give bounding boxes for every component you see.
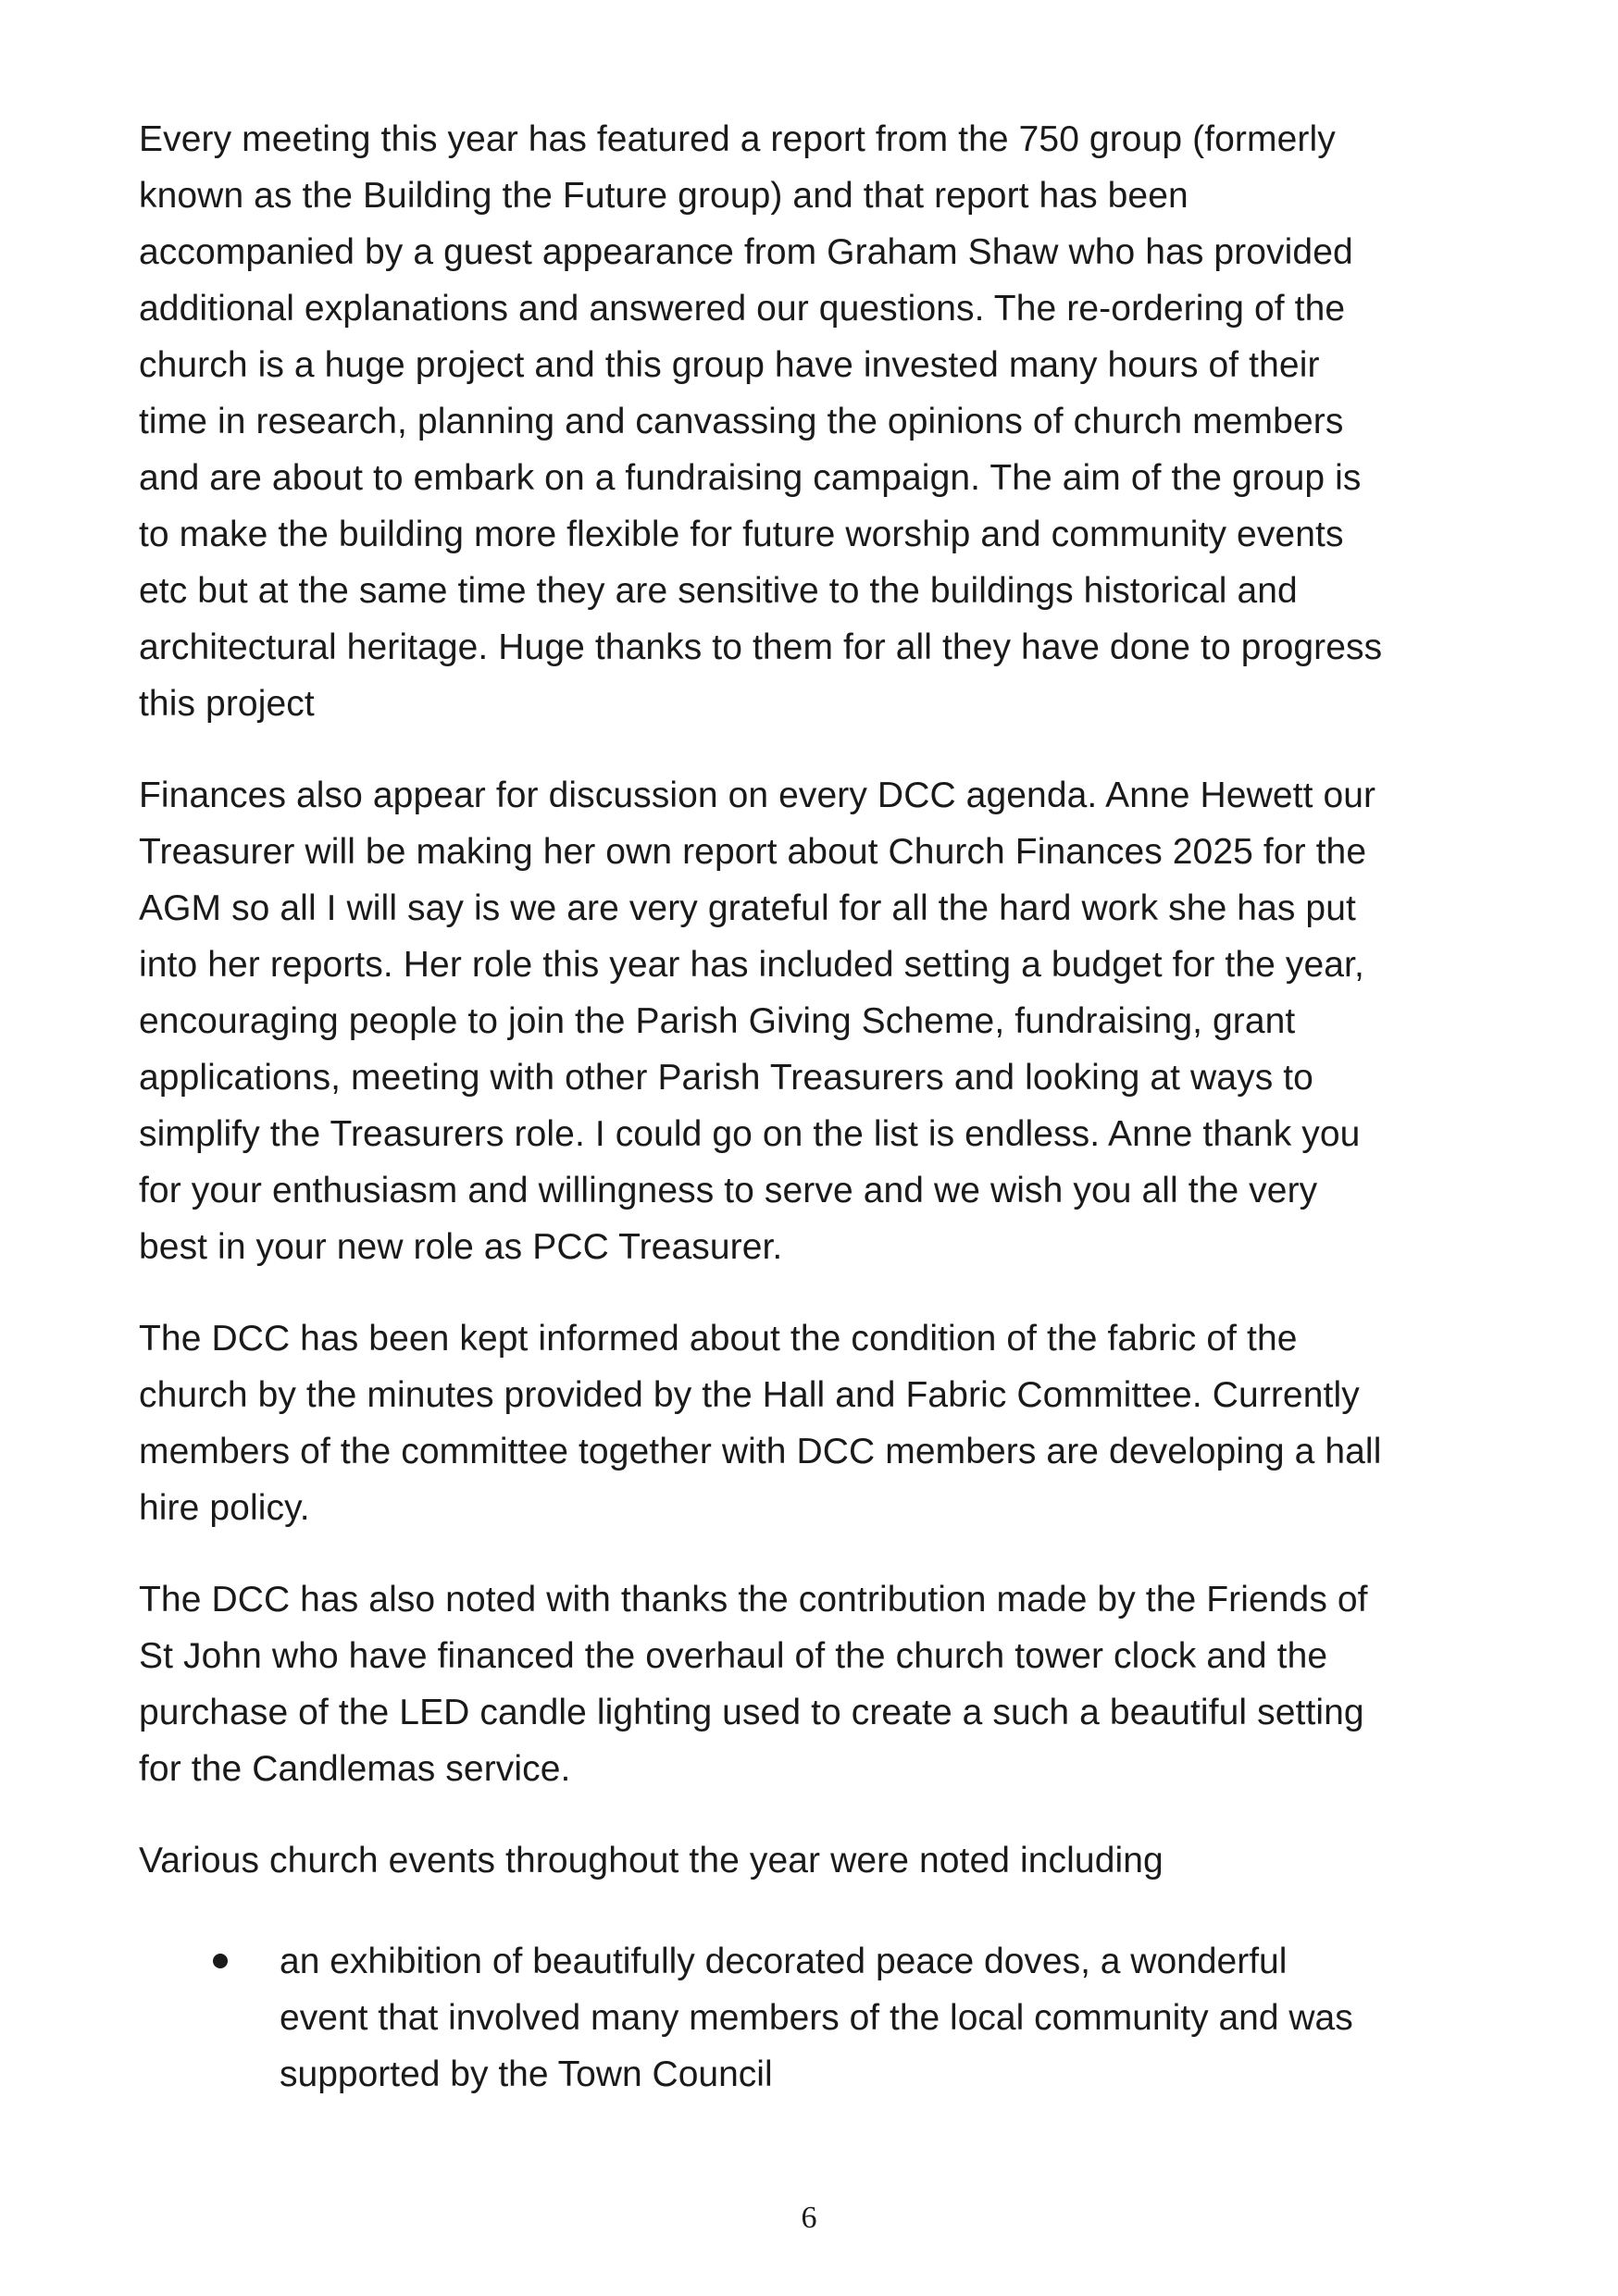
text-line: this project bbox=[139, 684, 315, 724]
text-line: Treasurer will be making her own report about Church Finances 2025 for the bbox=[139, 832, 1367, 872]
text-line: best in your new role as PCC Treasurer. bbox=[139, 1227, 783, 1267]
text-line: etc but at the same time they are sensitive to the buildings historical and bbox=[139, 571, 1298, 611]
paragraph-friends-of-st-john bbox=[139, 1571, 1500, 1797]
text-line: accompanied by a guest appearance from Graham Shaw who has provided bbox=[139, 232, 1353, 272]
text-line: known as the Building the Future group) and that report has been bbox=[139, 176, 1189, 216]
text-line: Various church events throughout the year were noted including bbox=[139, 1841, 1164, 1880]
text-line: AGM so all I will say is we are very grateful for all the hard work she has put bbox=[139, 888, 1356, 928]
text-line: applications, meeting with other Parish Treasurers and looking at ways to bbox=[139, 1058, 1313, 1098]
paragraph-fabric bbox=[139, 1310, 1500, 1536]
text-line: church is a huge project and this group have invested many hours of their bbox=[139, 345, 1320, 385]
paragraph-750-group bbox=[139, 111, 1500, 732]
text-line: event that involved many members of the local community and was bbox=[280, 1998, 1353, 2038]
text-line: Finances also appear for discussion on every DCC agenda. Anne Hewett our bbox=[139, 776, 1376, 815]
text-line: The DCC has been kept informed about the condition of the fabric of the bbox=[139, 1319, 1298, 1359]
text-line: St John who have financed the overhaul of the church tower clock and the bbox=[139, 1636, 1328, 1676]
list-item bbox=[139, 1933, 1500, 2103]
text-line: additional explanations and answered our questions. The re-ordering of the bbox=[139, 289, 1346, 329]
text-line: The DCC has also noted with thanks the contribution made by the Friends of bbox=[139, 1580, 1368, 1620]
text-line: and are about to embark on a fundraising campaign. The aim of the group is bbox=[139, 458, 1362, 498]
bullet-icon bbox=[213, 1954, 228, 1968]
text-line: for your enthusiasm and willingness to serve and we wish you all the very bbox=[139, 1171, 1318, 1210]
text-line: supported by the Town Council bbox=[280, 2054, 773, 2094]
text-line: time in research, planning and canvassing the opinions of church members bbox=[139, 402, 1344, 441]
text-line: encouraging people to join the Parish Giving Scheme, fundraising, grant bbox=[139, 1001, 1296, 1041]
text-line: Every meeting this year has featured a report from the 750 group (formerly bbox=[139, 119, 1336, 159]
text-line: members of the committee together with DCC members are developing a hall bbox=[139, 1432, 1382, 1471]
page-number: 6 bbox=[801, 2201, 817, 2235]
text-line: simplify the Treasurers role. I could go on the list is endless. Anne thank you bbox=[139, 1114, 1361, 1154]
text-line: hire policy. bbox=[139, 1488, 310, 1528]
text-line: for the Candlemas service. bbox=[139, 1749, 571, 1789]
events-bullet-list bbox=[139, 1933, 1500, 2103]
text-line: an exhibition of beautifully decorated peace doves, a wonderful bbox=[280, 1942, 1288, 1981]
text-line: into her reports. Her role this year has included setting a budget for the year, bbox=[139, 945, 1364, 985]
text-line: church by the minutes provided by the Hall and Fabric Committee. Currently bbox=[139, 1375, 1360, 1415]
paragraph-finances bbox=[139, 767, 1500, 1275]
text-line: to make the building more flexible for future worship and community events bbox=[139, 515, 1344, 554]
document-body bbox=[139, 111, 1500, 2103]
text-line: architectural heritage. Huge thanks to them for all they have done to progress bbox=[139, 627, 1383, 667]
paragraph-events-intro bbox=[139, 1832, 1500, 1889]
text-line: purchase of the LED candle lighting used to create a such a beautiful setting bbox=[139, 1693, 1364, 1732]
